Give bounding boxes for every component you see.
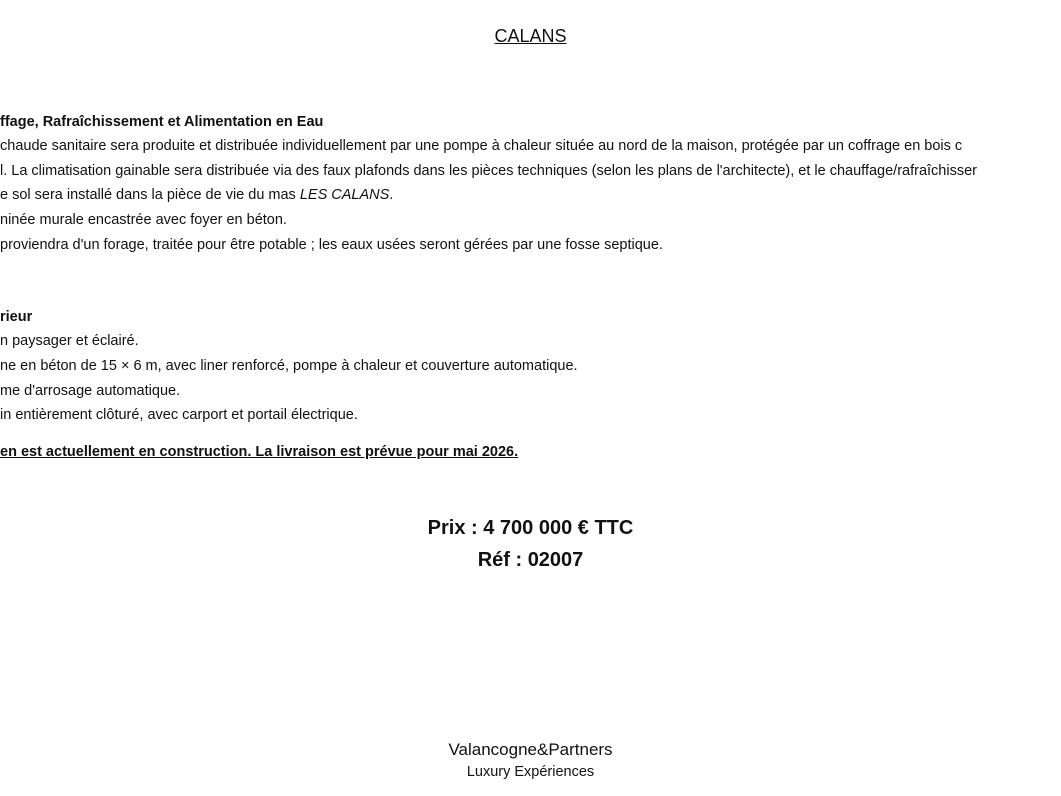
page-title: CALANS	[494, 26, 567, 46]
reference-number: Réf : 02007	[477, 549, 584, 571]
paragraph-line: proviendra d'un forage, traitée pour être potable ; les eaux usées seront gérées par une fosse septique.	[0, 237, 663, 253]
paragraph-line	[0, 185, 393, 205]
paragraph-line: ninée murale encastrée avec foyer en béton.	[0, 212, 287, 228]
list-item: me d'arrosage automatique.	[0, 383, 181, 399]
paragraph-line: l. La climatisation gainable sera distribuée via des faux plafonds dans les pièces techniques (selon les plans de l'architecte), et le chauffage/rafraîchisser	[0, 163, 977, 179]
section-heading-exterior: rieur	[0, 309, 33, 325]
property-name: LES CALANS	[299, 187, 390, 203]
paragraph-line: chaude sanitaire sera produite et distribuée individuellement par une pompe à chaleur située au nord de la maison, protégée par un coffrage en bois c	[0, 138, 963, 154]
paragraph-line-text: e sol sera installé dans la pièce de vie du mas	[0, 187, 300, 203]
price: Prix : 4 700 000 € TTC	[427, 517, 634, 539]
construction-status-note: en est actuellement en construction. La livraison est prévue pour mai 2026.	[0, 444, 519, 460]
list-item: in entièrement clôturé, avec carport et portail électrique.	[0, 407, 358, 423]
list-item: ne en béton de 15 × 6 m, avec liner renforcé, pompe à chaleur et couverture automatique.	[0, 358, 578, 374]
section-heading-heating: ffage, Rafraîchissement et Alimentation en Eau	[0, 114, 324, 130]
footer-tagline: Luxury Expériences	[466, 764, 595, 780]
footer-brand: Valancogne&Partners	[448, 740, 613, 759]
period: .	[389, 187, 394, 203]
list-item: n paysager et éclairé.	[0, 333, 139, 349]
